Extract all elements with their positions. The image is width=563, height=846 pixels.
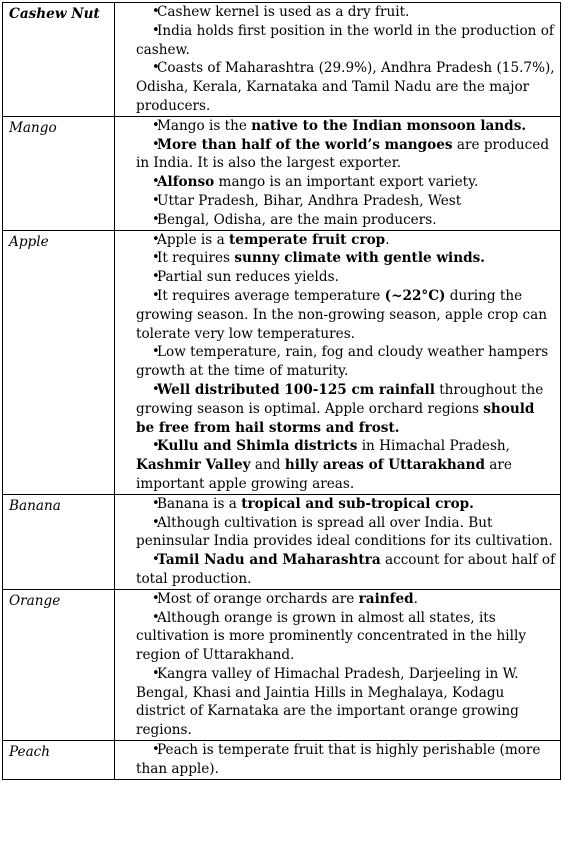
bullet-item [115, 381, 556, 437]
text: and [250, 457, 285, 474]
bold-text: native to the Indian monsoon lands. [251, 117, 527, 134]
text: in Himachal Pradesh, [357, 438, 511, 455]
text: throughout the growing season is optimal. Apple orchard regions [136, 381, 544, 417]
bold-text: (~22°C) [384, 287, 446, 304]
bullet-list [115, 590, 556, 740]
crop-name-cell: Apple [3, 230, 115, 494]
crop-name-cell: Banana [3, 494, 115, 589]
text: Bengal, Odisha, are the main producers. [157, 211, 437, 228]
table-row [3, 741, 561, 780]
fruit-crops-table [2, 2, 561, 780]
text: are important apple growing areas. [136, 457, 512, 492]
text: Low temperature, rain, fog and cloudy weather hampers growth at the time of maturity. [136, 344, 549, 380]
bullet-list [115, 741, 556, 779]
text: India holds first position in the world in the production of cashew. [136, 22, 554, 58]
table-row [3, 3, 561, 117]
text: Mango is the [157, 117, 252, 134]
bullet-list [115, 231, 556, 494]
table-row [3, 494, 561, 589]
bullet-list [115, 495, 556, 589]
crop-name-cell: Mango [3, 116, 115, 230]
text: Uttar Pradesh, Bihar, Andhra Pradesh, West [157, 192, 462, 209]
bold-text: rainfed [358, 590, 414, 607]
text: Banana is a [157, 495, 242, 512]
bullet-item [115, 3, 556, 22]
bullet-item [115, 231, 556, 250]
table-body [3, 3, 561, 780]
bullet-item [115, 268, 556, 287]
text: mango is an important export variety. [214, 174, 479, 191]
text: . [385, 231, 390, 248]
text: account for about half of total production. [136, 552, 556, 587]
crop-facts-cell [115, 589, 561, 740]
text: It requires [157, 250, 235, 267]
bullet-item [115, 495, 556, 514]
bullet-item [115, 741, 556, 779]
bullet-item [115, 136, 556, 174]
table-row [3, 589, 561, 740]
bullet-item [115, 117, 556, 136]
text: Apple is a [157, 231, 230, 248]
bullet-item [115, 249, 556, 268]
bullet-list [115, 117, 556, 230]
bold-text: Well distributed 100-125 cm rainfall [157, 381, 435, 398]
bullet-item [115, 211, 556, 230]
bullet-item [115, 514, 556, 552]
text: Although cultivation is spread all over India. But peninsular India provides ideal conditions for its cultivation. [136, 514, 553, 550]
text: It requires average temperature [157, 287, 385, 304]
text: Partial sun reduces yields. [157, 269, 339, 286]
bullet-item [115, 665, 556, 740]
text: Although orange is grown in almost all states, its cultivation is more prominently concentrated in the hilly region of Uttarakhand. [136, 609, 526, 664]
text: . [413, 590, 418, 607]
bold-text: sunny climate with gentle winds. [234, 250, 485, 267]
text: are produced in India. It is also the largest exporter. [136, 136, 550, 172]
crop-name-cell: Peach [3, 741, 115, 780]
bullet-item [115, 590, 556, 609]
crop-facts-cell [115, 494, 561, 589]
bold-text: should be free from hail storms and frost. [136, 400, 535, 436]
table-row [3, 116, 561, 230]
text: Peach is temperate fruit that is highly perishable (more than apple). [136, 742, 541, 777]
bullet-item [115, 551, 556, 589]
bullet-item [115, 22, 556, 60]
bullet-item [115, 173, 556, 192]
bullet-list [115, 3, 556, 116]
bullet-item [115, 343, 556, 381]
text: Coasts of Maharashtra (29.9%), Andhra Pradesh (15.7%), Odisha, Kerala, Karnataka and Tamil Nadu are the major producers. [136, 60, 555, 114]
bold-text: Tamil Nadu and Maharashtra [157, 552, 381, 569]
bullet-item [115, 192, 556, 211]
table-row [3, 230, 561, 494]
bullet-item [115, 59, 556, 115]
text: Kangra valley of Himachal Pradesh, Darjeeling in W. Bengal, Khasi and Jaintia Hills in Meghalaya, Kodagu district of Karnataka are the important orange growing regions. [136, 665, 519, 739]
text: during the growing season. In the non-growing season, apple crop can tolerate very low temperatures. [136, 287, 547, 342]
text: Most of orange orchards are [157, 590, 359, 607]
bold-text: Kullu and Shimla districts [157, 438, 358, 455]
bold-text: More than half of the world’s mangoes [157, 136, 453, 153]
bold-text: temperate fruit crop [229, 231, 386, 248]
bullet-item [115, 287, 556, 343]
crop-facts-cell [115, 3, 561, 117]
bold-text: hilly areas of Uttarakhand [284, 457, 485, 474]
bold-text: Alfonso [157, 174, 215, 191]
crop-name-cell: Orange [3, 589, 115, 740]
bold-text: Kashmir Valley [136, 457, 251, 474]
crop-facts-cell [115, 741, 561, 780]
text: Cashew kernel is used as a dry fruit. [157, 4, 410, 20]
bullet-item [115, 437, 556, 493]
crop-facts-cell [115, 230, 561, 494]
bold-text: tropical and sub-tropical crop. [241, 495, 474, 512]
crop-name-cell: Cashew Nut [3, 3, 115, 117]
bullet-item [115, 609, 556, 665]
crop-facts-cell [115, 116, 561, 230]
